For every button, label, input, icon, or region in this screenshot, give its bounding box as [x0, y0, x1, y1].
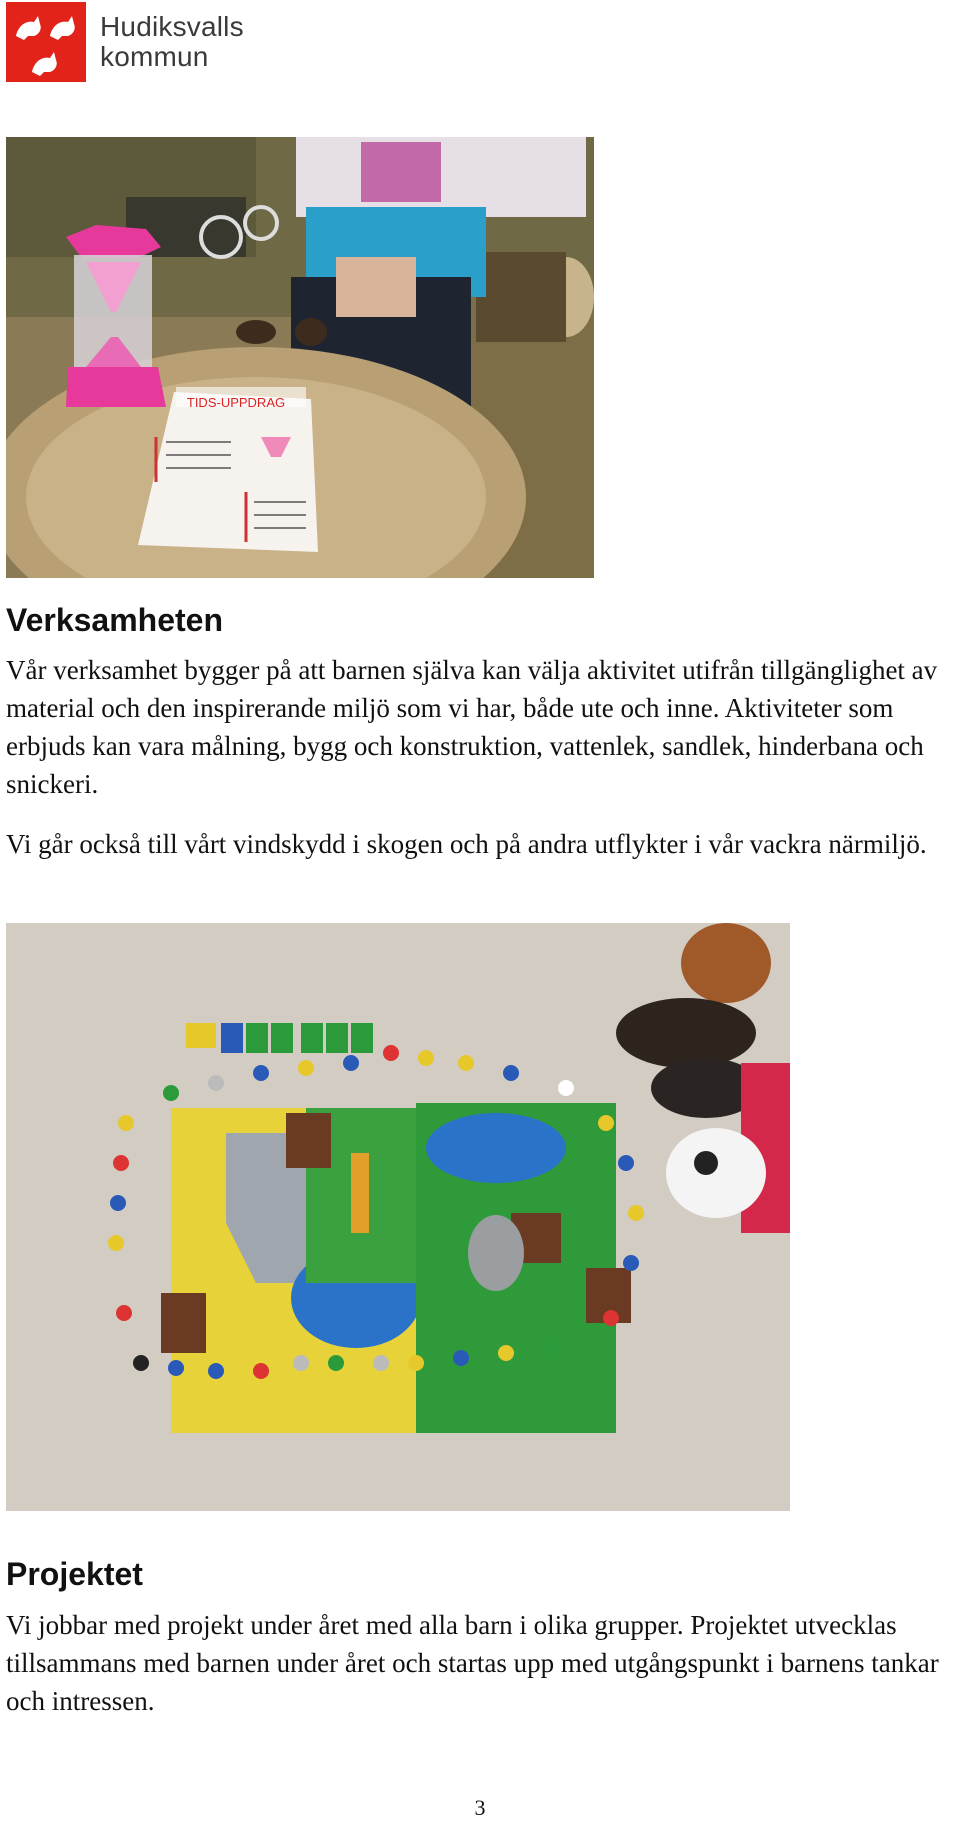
municipality-name-line2: kommun [100, 41, 209, 72]
section-heading-verksamheten: Verksamheten [6, 602, 224, 638]
task-card-title: TIDS-UPPDRAG [186, 395, 286, 410]
verksamheten-paragraph-2: Vi går också till vårt vindskydd i skogen och på andra utflykter i vår vackra närmiljö. [6, 829, 927, 859]
lego-zoo-photo [6, 923, 790, 1511]
goat-emblem-icon [6, 2, 86, 82]
projektet-paragraph: Vi jobbar med projekt under året med alla barn i olika grupper. Projektet utvecklas tillsammans med barnen under året och startas upp med utgångspunkt i barnens tankar och intressen. [6, 1610, 939, 1716]
municipality-name-line1: Hudiksvalls [100, 11, 244, 42]
verksamheten-paragraph-1: Vår verksamhet bygger på att barnen själva kan välja aktivitet utifrån tillgänglighet av material och den inspirerande miljö som vi har, både ute och inne. Aktiviteter som erbjuds kan vara målning, bygg och konstruktion, vattenlek, sandlek, hinderbana och snickeri. [6, 655, 938, 799]
page-number: 3 [474, 1795, 486, 1820]
section-heading-projektet: Projektet [6, 1556, 143, 1592]
municipality-name [100, 12, 244, 72]
municipality-logo [6, 2, 244, 82]
outdoor-activity-photo [6, 137, 594, 578]
